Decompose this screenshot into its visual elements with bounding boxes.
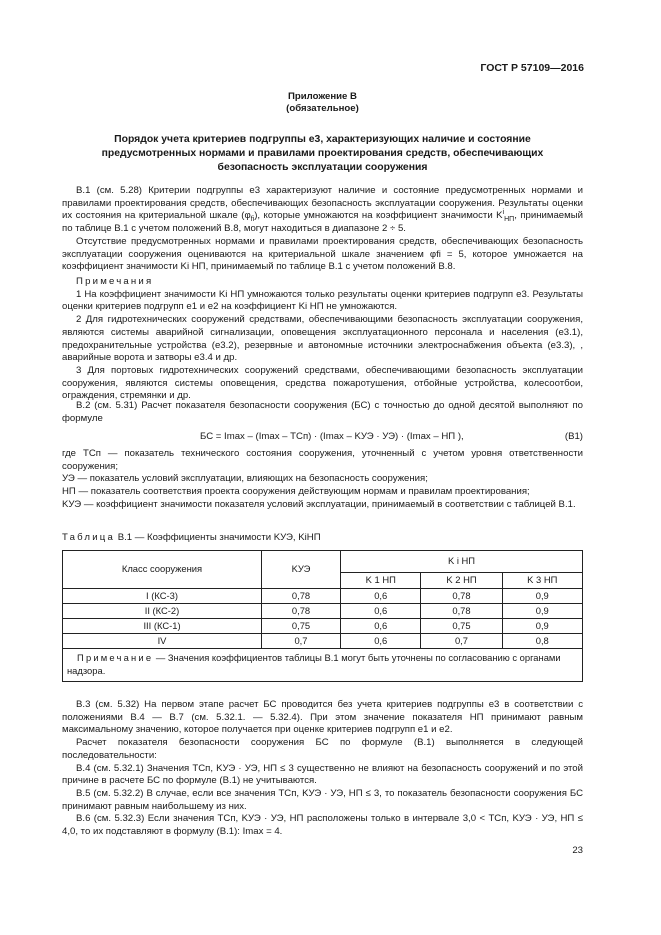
cell-k1: 0,6 (341, 589, 421, 604)
cell-k1: 0,6 (341, 634, 421, 649)
cell-k3: 0,9 (502, 619, 582, 634)
appendix-status: (обязательное) (286, 103, 359, 114)
appendix-heading (62, 133, 583, 175)
notes-title: Примечания (76, 276, 154, 287)
formula-number: (В1) (564, 431, 583, 442)
table-caption-label: Таблица (62, 532, 116, 543)
cell-class: IV (63, 634, 262, 649)
legend-np: НП — показатель соответствия проекта сооружения действующим нормам и правилам проектирования; (62, 486, 530, 498)
paragraph-b4: В.4 (см. 5.32.1) Значения ТСп, KУЭ · УЭ, НП ≤ 3 существенно не влияют на безопасность сооружений и по этой причине в расчете БС по формуле (В.1) не учитываются. (62, 762, 583, 787)
header-kinp: K i НП (341, 551, 583, 573)
formula-b1: БС = Imax – (Imax – ТСп) · (Imax – KУЭ · УЭ) · (Imax – НП ), (200, 431, 464, 442)
paragraph-b1: В.1 (см. 5.28) Критерии подгруппы е3 характеризуют наличие и состояние предусмотренных нормами и правилами проектирования средств, обеспечивающих безопасность эксплуатации сооружения. Результаты оценки их состояния на критериальной шкале $(\varphi_{fi})$, которые умножаются на коэффициент значимости $K^i_{НП}$, принимаемый по таблице В.1 с учетом положений В.8, могут находиться в диапазоне 2 ÷ 5. (62, 185, 583, 235)
cell-class: I (КС-3) (63, 589, 262, 604)
cell-k3: 0,8 (502, 634, 582, 649)
paragraph-b3-sequence: Расчет показателя безопасности сооружения БС по формуле (В.1) выполняется в следующей последовательности: (62, 737, 583, 761)
header-kue: KУЭ (262, 551, 341, 589)
legend-ue: УЭ — показатель условий эксплуатации, влияющих на безопасность сооружения; (62, 473, 428, 485)
page-number: 23 (572, 845, 583, 856)
cell-k2: 0,7 (421, 634, 502, 649)
formula-legend (62, 448, 583, 512)
cell-k1: 0,6 (341, 619, 421, 634)
table-note (63, 649, 583, 682)
cell-k2: 0,78 (421, 604, 502, 619)
cell-kue: 0,78 (262, 589, 341, 604)
paragraph-b1-absence: Отсутствие предусмотренных нормами и правилами проектирования средств, обеспечивающих безопасность эксплуатации сооружения оцениваются на критериальной шкале значением φfi = 5, которое умножается на коэффициент значимости Ki НП, принимаемый по таблице В.1 с учетом положений В.8. (62, 235, 583, 273)
heading-line: Порядок учета критериев подгруппы е3, характеризующих наличие и состояние (114, 134, 531, 145)
cell-class: II (КС-2) (63, 604, 262, 619)
legend-kue: KУЭ — коэффициент значимости показателя условий эксплуатации, принимаемый в соответствии с таблицей В.1. (62, 498, 576, 510)
cell-kue: 0,7 (262, 634, 341, 649)
notes-block (62, 276, 583, 403)
cell-k3: 0,9 (502, 604, 582, 619)
legend-tsp: где ТСп — показатель технического состояния сооружения, уточненный с учетом уровня ответственности сооружения; (62, 448, 583, 472)
header-k3: K 3 НП (502, 573, 582, 589)
table-row (63, 619, 583, 634)
section-b1 (62, 185, 583, 274)
paragraph-b2: В.2 (см. 5.31) Расчет показателя безопасности сооружения (БС) с точностью до одной десятой выполняют по формуле (62, 400, 583, 424)
table-row (63, 589, 583, 604)
paragraph-b6: В.6 (см. 5.32.3) Если значения ТСп, KУЭ · УЭ, НП расположены только в интервале 3,0 < ТСп, KУЭ · УЭ, НП ≤ 4,0, то их подставляют в формулу (В.1): Imax = 4. (62, 813, 583, 838)
cell-kue: 0,75 (262, 619, 341, 634)
cell-k2: 0,78 (421, 589, 502, 604)
cell-kue: 0,78 (262, 604, 341, 619)
heading-line: безопасность эксплуатации сооружения (217, 162, 428, 173)
document-code: ГОСТ Р 57109—2016 (480, 62, 584, 74)
note-1: 1 На коэффициент значимости Ki НП умножаются только результаты оценки критериев подгрупп е3. Результаты оценки критериев подгрупп е1 и е2 на коэффициент Ki НП не умножаются. (62, 288, 583, 313)
cell-class: III (КС-1) (63, 619, 262, 634)
note-3: 3 Для портовых гидротехнических сооружений средствами, обеспечивающими безопасность эксплуатации сооружения, являются системы оповещения, средства пожаротушения, отбойные устройства, колесоотбои, ограждения, стремянки и др. (62, 364, 583, 402)
cell-k3: 0,9 (502, 589, 582, 604)
table-caption (62, 532, 321, 545)
header-class: Класс сооружения (63, 551, 262, 589)
table-note-text: — Значения коэффициентов таблицы В.1 могут быть уточнены по согласованию с органами надзора. (67, 652, 561, 676)
cell-k1: 0,6 (341, 604, 421, 619)
heading-line: предусмотренных нормами и правилами проектирования средств, обеспечивающих (101, 148, 544, 159)
paragraph-b3: В.3 (см. 5.32) На первом этапе расчет БС проводится без учета критериев подгруппы е3 в соответствии с положениями В.4 — В.7 (см. 5.32.1. — 5.32.4). При этом значение показателя НП принимают равным максимальному значению, которое получается при оценке критериев подгрупп е1 и е2. (62, 699, 583, 736)
note-2: 2 Для гидротехнических сооружений средствами, обеспечивающими безопасность эксплуатации сооружения, являются системы аварийной сигнализации, оповещения эксплуатационного персонала и населения (е3.1), предохранительные устройства (е3.2), резервные и автономные источники электроснабжения объекта (е3.3), , аварийные ворота и затворы е3.4 и др. (62, 314, 583, 364)
table-caption-text: В.1 — Коэффициенты значимости KУЭ, KiНП (117, 532, 321, 543)
table-note-label: Примечание (77, 652, 154, 663)
header-k2: K 2 НП (421, 573, 502, 589)
cell-k2: 0,75 (421, 619, 502, 634)
table-row (63, 604, 583, 619)
section-b2 (62, 400, 583, 425)
appendix-title: Приложение В (288, 91, 357, 102)
paragraph-b5: В.5 (см. 5.32.2) В случае, если все значения ТСп, KУЭ · УЭ, НП ≤ 3, то показатель безопасности сооружения БС принимают равным наибольшему из них. (62, 787, 583, 812)
coefficients-table (62, 550, 583, 682)
header-k1: K 1 НП (341, 573, 421, 589)
table-row (63, 634, 583, 649)
section-b3-b6 (62, 699, 583, 839)
